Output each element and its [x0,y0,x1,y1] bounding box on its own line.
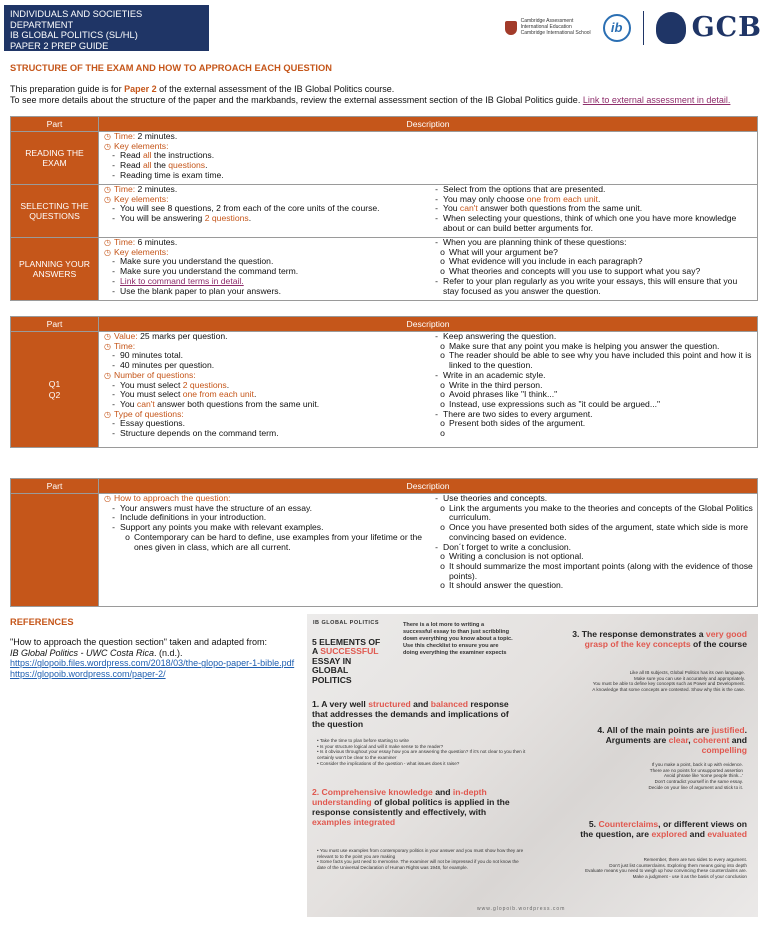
heading-text: response that addresses the demands and implications of the question [312,699,509,729]
list-item: Include definitions in your introduction. [120,512,267,523]
list-item: Your answers must have the structure of an essay. [120,502,313,513]
list-item: When selecting your questions, think of which one you have more knowledge about or can build better arguments for. [443,213,737,233]
highlight: one from each unit [182,389,254,400]
heading-text: 1. A very well [312,699,369,709]
intro-text [10,84,730,106]
element-1-bullets: • Take the time to plan before starting to write • Is your structure logical and will it make sense to the reader? • Is it obvious throughout your essay how you are answering the question? If it's not clear to you then it certainly won't be clear to the examiner • Consider the implications of the question - what issues does it raise? [317,738,526,766]
time-label: Time: [114,237,136,247]
reference-text: . (n.d.). [154,647,183,658]
element-5-bullets [557,857,747,880]
highlight: can't [136,398,155,409]
key-elements-label: Key elements: [114,246,169,257]
list-item: You must select [120,389,183,400]
cambridge-shield-icon [505,21,517,35]
section-title: STRUCTURE OF THE EXAM AND HOW TO APPROACH EACH QUESTION [10,63,332,73]
cambridge-logo [505,19,591,36]
poster-title-highlight: SUCCESSFUL [320,646,379,657]
element-5-heading [577,820,747,840]
poster-bullet: There are no points for unsupported assertion [649,767,743,773]
list-item: Contemporary can be hard to define, use examples from your lifetime or the ones given in class, which are all current. [134,531,423,552]
clock-icon: ◷ [104,185,111,194]
list-item: answer both questions from the same unit. [477,203,643,214]
poster-title [312,638,397,685]
list-item: Don´t forget to write a conclusion. [443,541,572,552]
heading-text: 5. [588,819,599,829]
heading-text: of global politics is applied in the response consistently and effectively, with [312,796,510,817]
number-label: Number of questions: [114,369,196,380]
poster-bullet: A knowledge that some concepts are contested. Show why this is the case. [592,687,745,693]
time-label: Time: [114,184,136,194]
part-label: Q2 [48,389,61,400]
list-item: You will be answering [120,213,205,224]
heading-highlight: justified [711,725,745,735]
poster-title-line: 5 ELEMENTS OF [312,637,381,647]
poster-title-line: GLOBAL [312,665,349,676]
part-cell [11,332,99,448]
list-item: 90 minutes total. [120,350,184,361]
heading-highlight: coherent [693,734,730,745]
poster-bullet: Is your structure logical and will it make sense to the reader? [319,743,444,749]
heading-text: , or different views on the question, are [580,819,747,839]
heading-text: and [410,699,431,709]
clock-icon: ◷ [104,370,111,380]
heading-text: , [688,734,694,745]
list-item: Select from the options that are presented. [443,184,606,194]
list-item: You [443,203,460,214]
time-value: 2 minutes. [135,131,178,141]
command-terms-link[interactable]: Link to command terms in detail. [120,275,244,286]
heading-highlight: examples integrated [312,816,396,827]
description-header: Description [99,317,758,332]
element-3-heading [557,630,747,650]
element-2-heading [312,788,517,828]
poster-bullet: If you make a point, back it up with evidence. [651,762,743,767]
highlight: 2 questions [182,379,227,390]
table-row: ◷ How to approach the question: - Your answers must have the structure of an essay. - Include definitions in your introduction. - Support any points you make with relevant examples. o Contemporary can be hard to define, use examples from your lifetime or the ones given in class, which are all current. - Use theories and concepts. o Link the arguments you make to the theories and concepts of the Global Politics curriculum. o Once you have presented both sides of the argument, state which side is more convincing based on evidence. - Don´t forget to write a conclusion. o Writing a conclusion is not optional. o It should summarize the most important points (along with the evidence of those points). o It should answer the question. [11,494,758,607]
list-item: What evidence will you include in each paragraph? [449,256,643,267]
exam-stages-table [10,116,758,301]
list-item: Present both sides of the argument. [449,418,586,429]
part-label: Q1 [48,379,61,390]
key-elements-label: Key elements: [114,193,169,204]
heading-highlight: very good grasp of the key concepts [584,629,747,649]
highlight: all [142,150,152,161]
list-item: Write in an academic style. [443,369,546,380]
gcb-logo [656,12,762,44]
table-row: Q1 Q2 ◷ Value: 25 marks per question. ◷ Time: - 90 minutes total. - 40 minutes per question. ◷ Number of questions: - You must select 2 questions. - You must select one from each unit. - You can't answer both questions from the same unit. ◷ Type of questions: - Essay questions. - Structure depends on the command term. - Keep answering the question. o Make sure that any point you make is helping you answer the question. o The reader should be able to see why you have included this point and how it is linked to the question. - Write in an academic style. o Write in the third person. o Avoid phrases like "I think..." o Instead, use expressions such as "it could be argued..." - There are two sides to every argument. o Present both sides of the argument. o [11,332,758,448]
heading-highlight: compelling [701,744,747,755]
list-item: What theories and concepts will you use to support what you say? [449,266,701,277]
time-value: 6 minutes. [135,237,178,247]
heading-text: and [432,787,453,797]
heading-highlight: 2. Comprehensive knowledge [312,787,433,797]
list-item: Avoid phrases like "I think..." [449,389,558,400]
clock-icon: ◷ [104,141,111,151]
poster-bullet: Avoid phrase like 'some people think...' [663,773,743,779]
list-item: Make sure you understand the question. [120,256,274,267]
cambridge-line: International Education [520,24,572,31]
time-label: Time: [114,340,136,351]
how-label: How to approach the question: [114,493,231,503]
value-label: Value: [114,331,138,341]
list-item: answer both questions from the same unit. [154,398,320,409]
table-row: SELECTING THE QUESTIONS ◷ Time: 2 minutes. ◷ Key elements: - You will see 8 questions, 2 from each of the core units of the course. - You will be answering 2 questions. - Select from the options that are presented. - You may only choose one from each unit. - You can't answer both questions from the same unit. - When selecting your questions, think of which one you have more knowledge about or can build better arguments for. [11,185,758,238]
poster-bullet: Take the time to plan before starting to write [319,738,409,743]
clock-icon: ◷ [104,332,111,341]
table-row: READING THE EXAM ◷ Time: 2 minutes. ◷ Key elements: - Read all the instructions. - Read all the questions. - Reading time is exam time. [11,132,758,185]
heading-highlight: Counterclaims [598,819,659,829]
part-header: Part [11,317,99,332]
part-cell [11,494,99,607]
list-item: Make sure that any point you make is helping you answer the question. [449,340,720,351]
list-item: You will see 8 questions, 2 from each of the core units of the course. [120,203,380,214]
list-item: the [151,160,169,171]
list-item: Use the blank paper to plan your answers. [120,285,281,296]
reference-link[interactable]: https://glopoib.files.wordpress.com/2018/03/the-glopo-paper-1-bible.pdf [10,658,295,669]
intro-text-part: To see more details about the structure of the paper and the markbands, review the external assessment section of the IB Global Politics guide. [10,94,583,105]
list-item: Write in the third person. [449,379,543,390]
poster-bullet: Make sure you can use it accurately and appropriately. [634,675,745,681]
references-title: REFERENCES [10,617,74,627]
heading-highlight: balanced [430,699,469,709]
essay-elements-poster [307,614,758,917]
cambridge-line: Cambridge International School [520,29,591,36]
list-item: There are two sides to every argument. [443,408,593,419]
approach-table [10,478,758,607]
part-cell: PLANNING YOUR ANSWERS [11,238,99,301]
clock-icon: ◷ [104,409,111,419]
heading-text: 4. All of the main points are [597,725,712,735]
list-item: You must select [120,379,183,390]
list-item: What will your argument be? [449,246,558,257]
time-label: Time: [114,131,136,141]
logo-divider [643,11,644,45]
element-2-bullets: • You must use examples from contemporary politics in your answer and you must show how they are relevant to to the point you are making • Some facts you just need to memorise. The examiner will not be impressed if you do not know the date of the Universal Declaration of Human Rights was 1948, for example. [317,848,524,871]
list-item: It should summarize the most important points (along with the evidence of those points). [449,560,753,581]
heading-highlight: structured [368,699,411,709]
poster-bullet: Decide on your line of argument and stick to it. [648,784,743,790]
poster-bullet: Like all IB subjects, Global Politics has its own language. [629,670,745,675]
highlight: 2 questions [204,213,249,224]
course-line: IB GLOBAL POLITICS (SL/HL) [10,30,138,41]
poster-title-line: A [312,646,321,657]
poster-bullet: You must use examples from contemporary politics in your answer and you must show how they are relevant to to the point you are making [317,848,524,859]
clock-icon: ◷ [104,247,111,257]
heading-text: . Arguments are [605,725,747,745]
poster-bullet: You must be able to define key concepts such as Power and Development. [592,681,745,687]
list-item: Essay questions. [120,418,185,429]
reference-source: IB Global Politics - UWC Costa Rica [10,647,155,658]
list-item: Once you have presented both sides of the argument, state which side is more convincing based on evidence. [449,522,749,542]
part-header: Part [11,117,99,132]
poster-bullet: Some facts you just need to memorise. The examiner will not be impressed if you do not know the date of the Universal Declaration of Human Rights was 1948, for example. [317,859,519,871]
list-item: The reader should be able to see why you have included this point and how it is linked to the question. [449,350,752,371]
heading-highlight: explored [651,828,688,839]
intro-text-part: of the external assessment of the IB Global Politics course. [156,84,395,94]
clock-icon: ◷ [104,341,111,351]
list-item: Read [120,160,143,171]
list-item: You [120,398,137,409]
description-header: Description [99,117,758,132]
highlight: questions [168,160,206,171]
element-4-bullets [567,762,743,791]
guide-line: PAPER 2 PREP GUIDE [10,41,109,52]
external-assessment-link[interactable]: Link to external assessment in detail. [582,94,731,105]
list-item: Use theories and concepts. [443,493,548,503]
list-item: Support any points you make with relevant examples. [120,522,324,533]
poster-bullet: Evaluate means you need to weigh up how convincing these counterclaims are. [585,868,747,874]
intro-text-part: This preparation guide is for [10,84,125,94]
reference-text: "How to approach the question section" taken and adapted from: [10,637,268,647]
poster-title-line: POLITICS [312,674,352,685]
part-cell: READING THE EXAM [11,132,99,185]
time-value: 2 minutes. [135,184,178,194]
heading-text: and [729,734,747,745]
poster-bullet: Remember, there are two sides to every argument. [643,857,747,862]
list-item: Make sure you understand the command term. [120,266,299,277]
department-header [4,5,209,51]
part-header: Part [11,479,99,494]
poster-tag: IB GLOBAL POLITICS [313,620,380,626]
list-item: Instead, use expressions such as "it could be argued..." [449,398,661,409]
poster-bullet: Don't contradict yourself in the same essay. [654,779,743,785]
highlight: can't [459,203,478,214]
list-item: Writing a conclusion is not optional. [449,551,584,562]
description-header: Description [99,479,758,494]
list-item: Structure depends on the command term. [120,428,279,439]
highlight: all [142,160,152,171]
heading-highlight: in-depth understanding [312,787,487,807]
key-elements-label: Key elements: [114,140,169,151]
reference-link[interactable]: https://glopoib.wordpress.com/paper-2/ [10,668,166,679]
highlight: one from each unit [526,193,598,204]
list-item: It should answer the question. [449,580,564,591]
heading-text: of the course [690,638,747,649]
list-item: Keep answering the question. [443,331,557,341]
lion-icon [656,12,686,44]
element-1-heading [312,700,522,730]
clock-icon: ◷ [104,194,111,204]
list-item: 40 minutes per question. [120,360,215,371]
gcb-wordmark: GCB [691,11,762,43]
clock-icon: ◷ [104,238,111,247]
list-item: When you are planning think of these questions: [443,237,627,247]
element-4-heading [577,726,747,756]
cambridge-line: Cambridge Assessment [520,18,574,25]
heading-highlight: clear [668,734,689,745]
poster-intro: There is a lot more to writing a successful essay to than just scribbling down everything you know about a topic. Use this checklist to ensure you are doing everything the examiner expects [403,622,513,656]
list-item: You may only choose [443,193,527,204]
poster-bullet: Make a judgment - use it as the basis of your conclusion [632,874,747,880]
poster-footer: www.glopoib.wordpress.com [477,906,566,912]
department-line: INDIVIDUALS AND SOCIETIES DEPARTMENT [10,9,143,30]
clock-icon: ◷ [104,494,111,503]
type-label: Type of questions: [114,408,184,419]
heading-text: 3. The response demonstrates a [572,629,706,639]
poster-bullet: Don't just list counterclaims. Exploring them means going into depth [609,862,747,868]
part-cell: SELECTING THE QUESTIONS [11,185,99,238]
list-item: the instructions. [151,150,215,161]
value-text: 25 marks per question. [137,331,228,341]
element-3-bullets [547,670,745,693]
heading-highlight: evaluated [707,828,747,839]
questions-table [10,316,758,448]
clock-icon: ◷ [104,132,111,141]
list-item: Reading time is exam time. [120,169,224,180]
list-item: Read [120,150,143,161]
references-list [10,637,305,679]
list-item: Link the arguments you make to the theories and concepts of the Global Politics curriculum. [449,502,753,523]
poster-title-line: ESSAY IN [312,655,352,666]
ib-logo-icon: ib [603,14,631,42]
heading-text: and [687,828,708,839]
poster-bullet: Is it obvious throughout your essay how you are answering the question? If it's not clear to you then it certainly won't be clear to the examiner [317,749,526,761]
paper-2-highlight: Paper 2 [124,84,157,94]
poster-bullet: Consider the implications of the question - what issues does it raise? [319,760,460,766]
table-row: PLANNING YOUR ANSWERS ◷ Time: 6 minutes. ◷ Key elements: - Make sure you understand the question. - Make sure you understand the command term. - Link to command terms in detail. - Use the blank paper to plan your answers. - When you are planning think of these questions: o What will your argument be? o What evidence will you include in each paragraph? o What theories and concepts will you use to support what you say? - Refer to your plan regularly as you write your essays, this will ensure that you stay focused as you answer the question. [11,238,758,301]
logos [505,6,762,50]
list-item: Refer to your plan regularly as you write your essays, this will ensure that you stay focused as you answer the question. [443,275,738,296]
